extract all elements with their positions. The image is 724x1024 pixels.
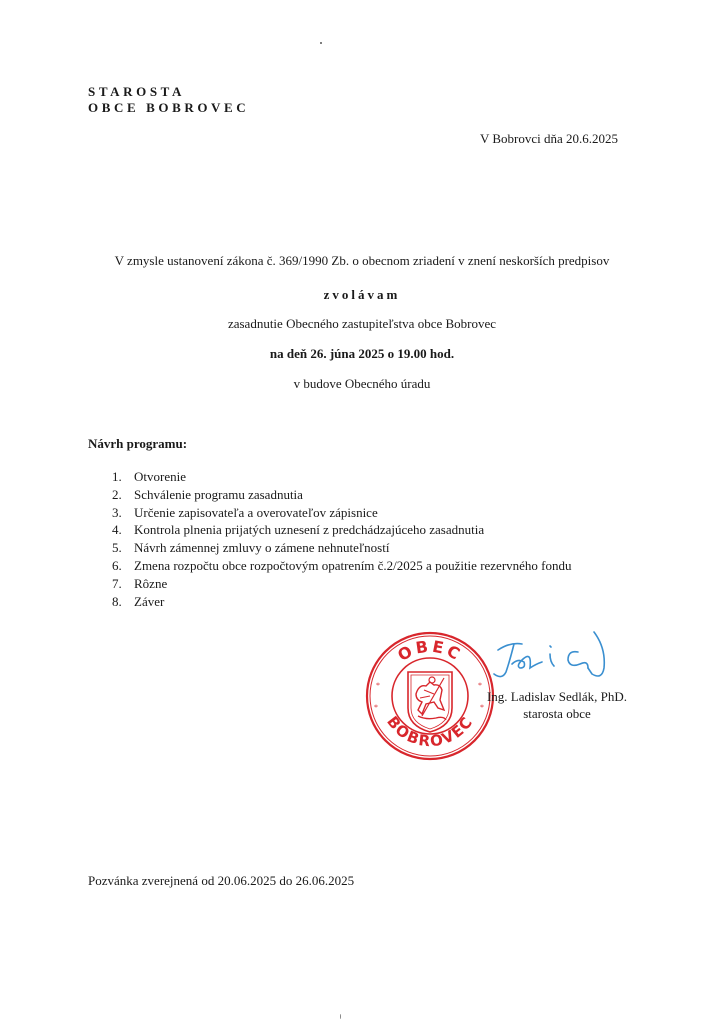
svg-text:*: * — [374, 703, 378, 712]
program-item: 5. Návrh zámennej zmluvy o zámene nehnuteľností — [112, 540, 390, 556]
program-item: 4. Kontrola plnenia prijatých uznesení z predchádzajúceho zasadnutia — [112, 522, 485, 538]
legal-basis: V zmysle ustanovení zákona č. 369/1990 Zb. o obecnom zriadení v znení neskorších predpisov — [114, 253, 610, 268]
signer-name: Ing. Ladislav Sedlák, PhD. — [486, 689, 628, 704]
signer-role: starosta obce — [523, 706, 591, 721]
program-item: 3. Určenie zapisovateľa a overovateľov zápisnice — [112, 504, 378, 520]
program-title: Návrh programu: — [88, 436, 188, 451]
header-municipality: OBCE BOBROVEC — [88, 100, 250, 115]
svg-text:*: * — [478, 681, 482, 690]
date-line: V Bobrovci dňa 20.6.2025 — [479, 131, 618, 146]
program-list — [112, 468, 572, 610]
scan-speck — [340, 1014, 341, 1019]
meeting-datetime: na deň 26. júna 2025 o 19.00 hod. — [269, 346, 455, 361]
svg-text:OBEC: OBEC — [394, 636, 466, 665]
meeting-venue: v budove Obecného úradu — [293, 376, 431, 391]
convene-heading: zvolávam — [323, 287, 401, 302]
municipal-stamp-icon — [364, 630, 496, 762]
signature-icon — [488, 628, 618, 688]
signer-block — [482, 688, 632, 722]
svg-text:BOBROVEC: BOBROVEC — [383, 712, 477, 751]
svg-text:*: * — [480, 703, 484, 712]
header-title: STAROSTA — [88, 84, 185, 99]
svg-text:*: * — [376, 681, 380, 690]
meeting-name: zasadnutie Obecného zastupiteľstva obce Bobrovec — [227, 316, 497, 331]
scan-speck — [320, 42, 322, 44]
publication-note: Pozvánka zverejnená od 20.06.2025 do 26.06.2025 — [88, 873, 355, 888]
program-item: 7. Rôzne — [112, 575, 168, 591]
program-item: 8. Záver — [112, 593, 165, 609]
program-item: 6. Zmena rozpočtu obce rozpočtovým opatrením č.2/2025 a použitie rezervného fondu — [112, 557, 572, 573]
program-item: 1. Otvorenie — [112, 469, 186, 484]
program-item: 2. Schválenie programu zasadnutia — [112, 486, 303, 502]
